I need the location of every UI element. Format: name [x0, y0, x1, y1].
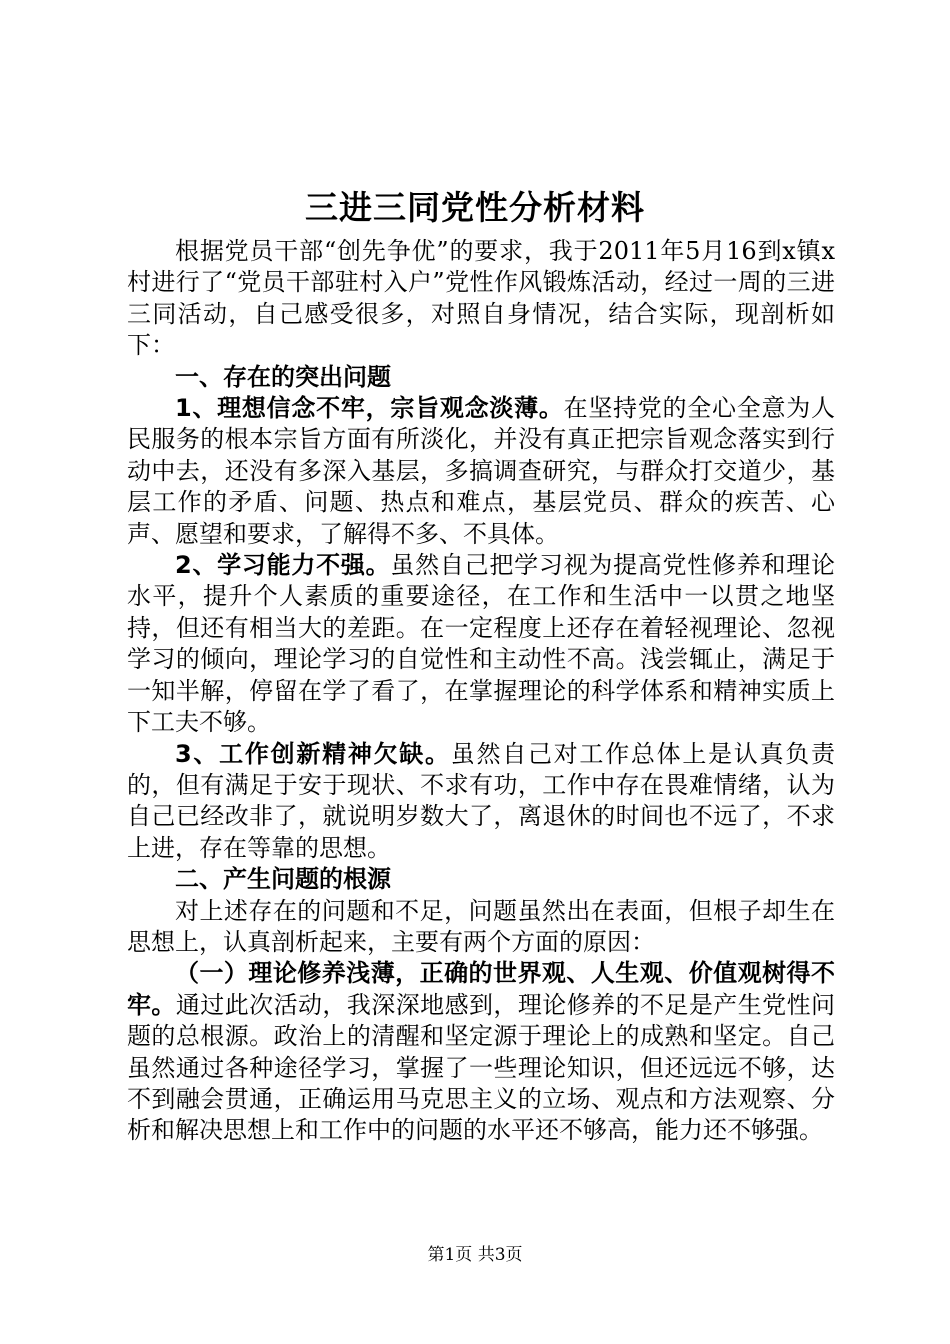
section-heading-root-causes: 二、产生问题的根源: [175, 865, 391, 894]
cause-item-1: [127, 958, 835, 1146]
document-body: [127, 236, 835, 1147]
problem-item-3-lead: 3、工作创新精神欠缺。: [175, 739, 451, 768]
root-causes-intro: 对上述存在的问题和不足，问题虽然出在表面，但根子却生在思想上，认真剖析起来，主要有两个方面的原因：: [127, 896, 835, 956]
document-title: 三进三同党性分析材料: [305, 188, 645, 227]
problem-item-1-text: 在坚持党的全心全意为人民服务的根本宗旨方面有所淡化，并没有真正把宗旨观念落实到行动中去，还没有多深入基层，多搞调查研究，与群众打交道少，基层工作的矛盾、问题、热点和难点，基层党员、群众的疾苦、心声、愿望和要求，了解得不多、不具体。: [127, 394, 835, 548]
problem-item-2: [127, 550, 835, 738]
cause-item-1-lead: （一）理论修养浅薄，正确的世界观、人生观、价值观树得不牢。: [127, 959, 835, 1019]
intro-paragraph: 根据党员干部“创先争优”的要求，我于2011年5月16到x镇x村进行了“党员干部驻村入户”党性作风锻炼活动，经过一周的三进三同活动，自己感受很多，对照自身情况，结合实际，现剖析如下：: [127, 237, 835, 360]
cause-item-1-text: 通过此次活动，我深深地感到，理论修养的不足是产生党性问题的总根源。政治上的清醒和坚定源于理论上的成熟和坚定。自己虽然通过各种途径学习，掌握了一些理论知识，但还远远不够，达不到融会贯通，正确运用马克思主义的立场、观点和方法观察、分析和解决思想上和工作中的问题的水平还不够高，能力还不够强。: [127, 990, 836, 1145]
problem-item-2-text: 虽然自己把学习视为提高党性修养和理论水平，提升个人素质的重要途径，在工作和生活中一以贯之地坚持，但还有相当大的差距。在一定程度上还存在着轻视理论、忽视学习的倾向，理论学习的自觉性和主动性不高。浅尝辄止，满足于一知半解，停留在学了看了，在掌握理论的科学体系和精神实质上下工夫不够。: [127, 551, 836, 737]
problem-item-1-lead: 1、理想信念不牢，宗旨观念淡薄。: [175, 394, 564, 423]
section-heading-problems: 一、存在的突出问题: [175, 362, 391, 391]
page-number-footer: 第1页 共3页: [427, 1245, 523, 1265]
problem-item-3: [127, 739, 835, 865]
problem-item-3-text: 虽然自己对工作总体上是认真负责的，但有满足于安于现状、不求有功，工作中存在畏难情绪，认为自己已经改非了，就说明岁数大了，离退休的时间也不远了，不求上进，存在等靠的思想。: [127, 739, 835, 862]
problem-item-1: [127, 393, 835, 550]
problem-item-2-lead: 2、学习能力不强。: [175, 551, 391, 580]
